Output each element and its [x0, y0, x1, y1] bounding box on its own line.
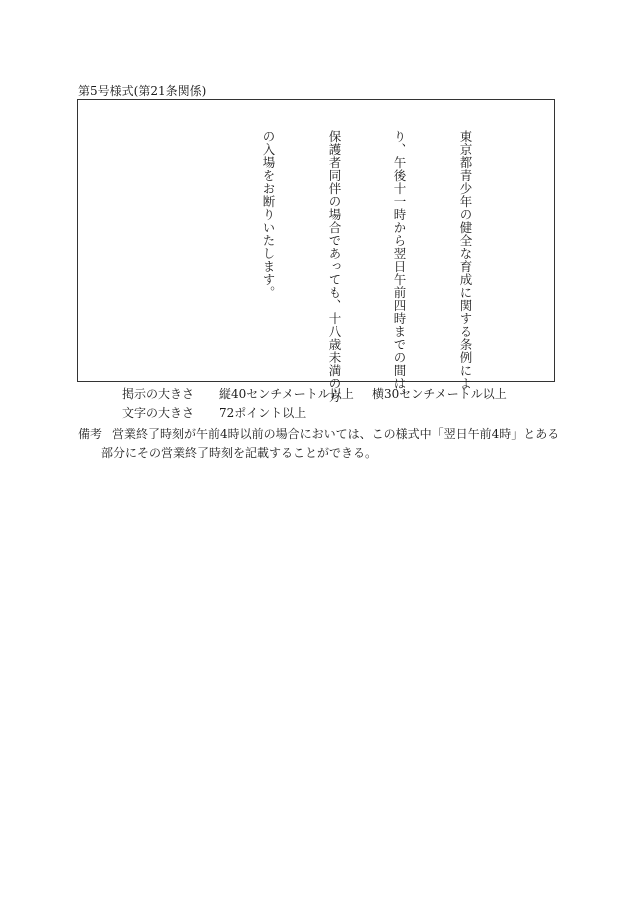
remarks-line-1	[78, 425, 558, 444]
sign-text-column-3: 保護者同伴の場合であっても、十八歳未満の方	[327, 130, 342, 403]
spec-value-width: 横30センチメートル以上	[372, 387, 507, 401]
spec-label-sign-size: 掲示の大きさ	[122, 387, 195, 401]
spec-value-height: 縦40センチメートル以上	[219, 387, 354, 401]
sign-text-column-4: の入場をお断りいたします。	[261, 130, 276, 299]
spec-label-font-size: 文字の大きさ	[122, 406, 195, 420]
remarks-label: 備考	[78, 427, 103, 441]
spec-value-font-size: 72ポイント以上	[219, 406, 307, 420]
sign-text-column-2: り、午後十一時から翌日午前四時までの間は、	[392, 130, 407, 403]
form-number-heading: 第5号様式(第21条関係)	[78, 84, 207, 98]
sign-text-column-1: 東京都青少年の健全な育成に関する条例によ	[458, 130, 473, 390]
remarks-text-1: 営業終了時刻が午前4時以前の場合においては、この様式中「翌日午前4時」とある	[112, 427, 560, 441]
remarks-line-2: 部分にその営業終了時刻を記載することができる。	[101, 446, 378, 460]
remarks-section	[78, 425, 558, 463]
